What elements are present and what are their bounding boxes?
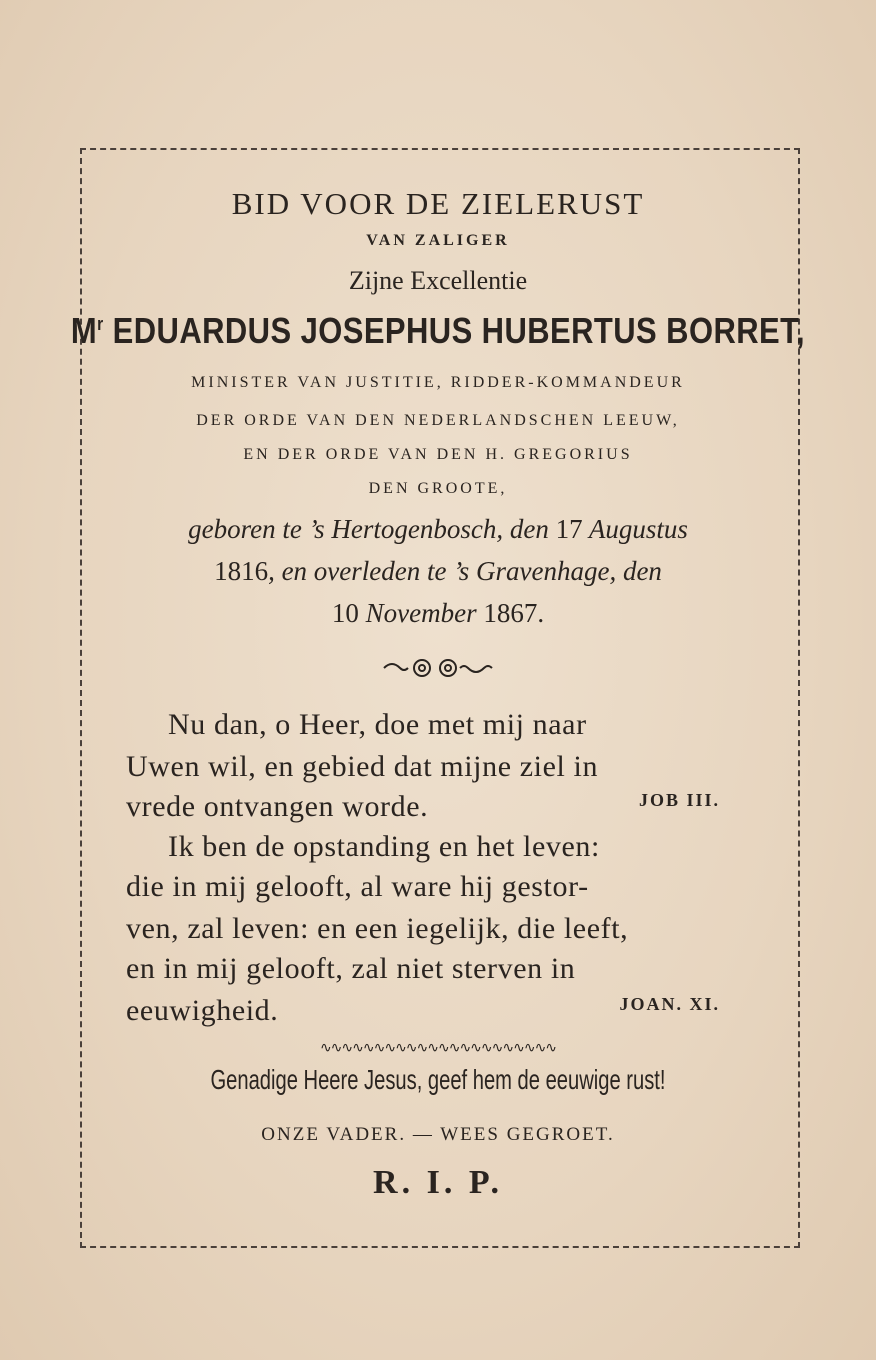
death-day: 10	[331, 598, 366, 628]
verse-line-6: ven, zal leven: en een iegelijk, die leeft,	[126, 912, 629, 945]
birth-month: Augustus	[582, 514, 688, 544]
verse-text: vrede ontvangen worde.	[126, 790, 429, 823]
prayer-line: Genadige Heere Jesus, geef hem de eeuwige rust!	[210, 1064, 666, 1095]
verse-line-4: Ik ben de opstanding en het leven:	[168, 830, 600, 863]
birth-line-2	[0, 556, 876, 587]
name-text: EDUARDUS JOSEPHUS HUBERTUS BORRET,	[112, 310, 806, 351]
title-line-3: EN DER ORDE VAN DEN H. GREGORIUS	[243, 446, 633, 463]
rip-text: R. I. P.	[373, 1164, 503, 1201]
verse-line-1	[168, 708, 766, 742]
ornament-divider	[0, 650, 876, 694]
van-zaliger-label: VAN ZALIGER	[366, 232, 510, 249]
verse-text: eeuwigheid.	[126, 994, 279, 1027]
name-prefix-sup: r	[97, 314, 104, 334]
name-prefix: M	[70, 310, 98, 351]
deceased-name	[61, 310, 814, 352]
verse-line-8	[126, 994, 766, 1028]
swirl-ornament-icon	[378, 650, 498, 686]
verse-line-5: die in mij gelooft, al ware hij gestor-	[126, 870, 589, 903]
verse-reference-joan: JOAN. XI.	[619, 994, 720, 1014]
death-month: November	[365, 598, 477, 628]
birth-line-3	[0, 598, 876, 629]
title-line-4: DEN GROOTE,	[368, 480, 508, 497]
birth-year: 1816	[214, 556, 269, 586]
excellentie-label: Zijne Excellentie	[348, 266, 528, 295]
verse-reference-job: JOB III.	[638, 790, 720, 810]
card-title: BID VOOR DE ZIELERUST	[231, 186, 645, 221]
birth-line-1	[0, 514, 876, 545]
onze-vader-line: ONZE VADER. — WEES GEGROET.	[261, 1124, 615, 1145]
verse-line-7: en in mij gelooft, zal niet sterven in	[126, 952, 576, 985]
birth-text-a: geboren te ’s Hertogenbosch, den	[188, 514, 556, 544]
death-year: 1867.	[476, 598, 545, 628]
death-place: , en overleden te ’s Gravenhage, den	[268, 556, 662, 586]
birth-day: 17	[555, 514, 583, 544]
verse-line-2: Uwen wil, en gebied dat mijne ziel in	[126, 750, 599, 783]
verse-line-3	[126, 790, 766, 824]
title-line-2: DER ORDE VAN DEN NEDERLANDSCHEN LEEUW,	[196, 412, 680, 429]
verse-text: Nu dan, o Heer, doe met mij naar	[168, 708, 587, 741]
wavy-divider: ∿∿∿∿∿∿∿∿∿∿∿∿∿∿∿∿∿∿∿∿∿∿	[319, 1040, 557, 1056]
title-line-1: MINISTER VAN JUSTITIE, RIDDER-KOMMANDEUR	[191, 374, 685, 391]
